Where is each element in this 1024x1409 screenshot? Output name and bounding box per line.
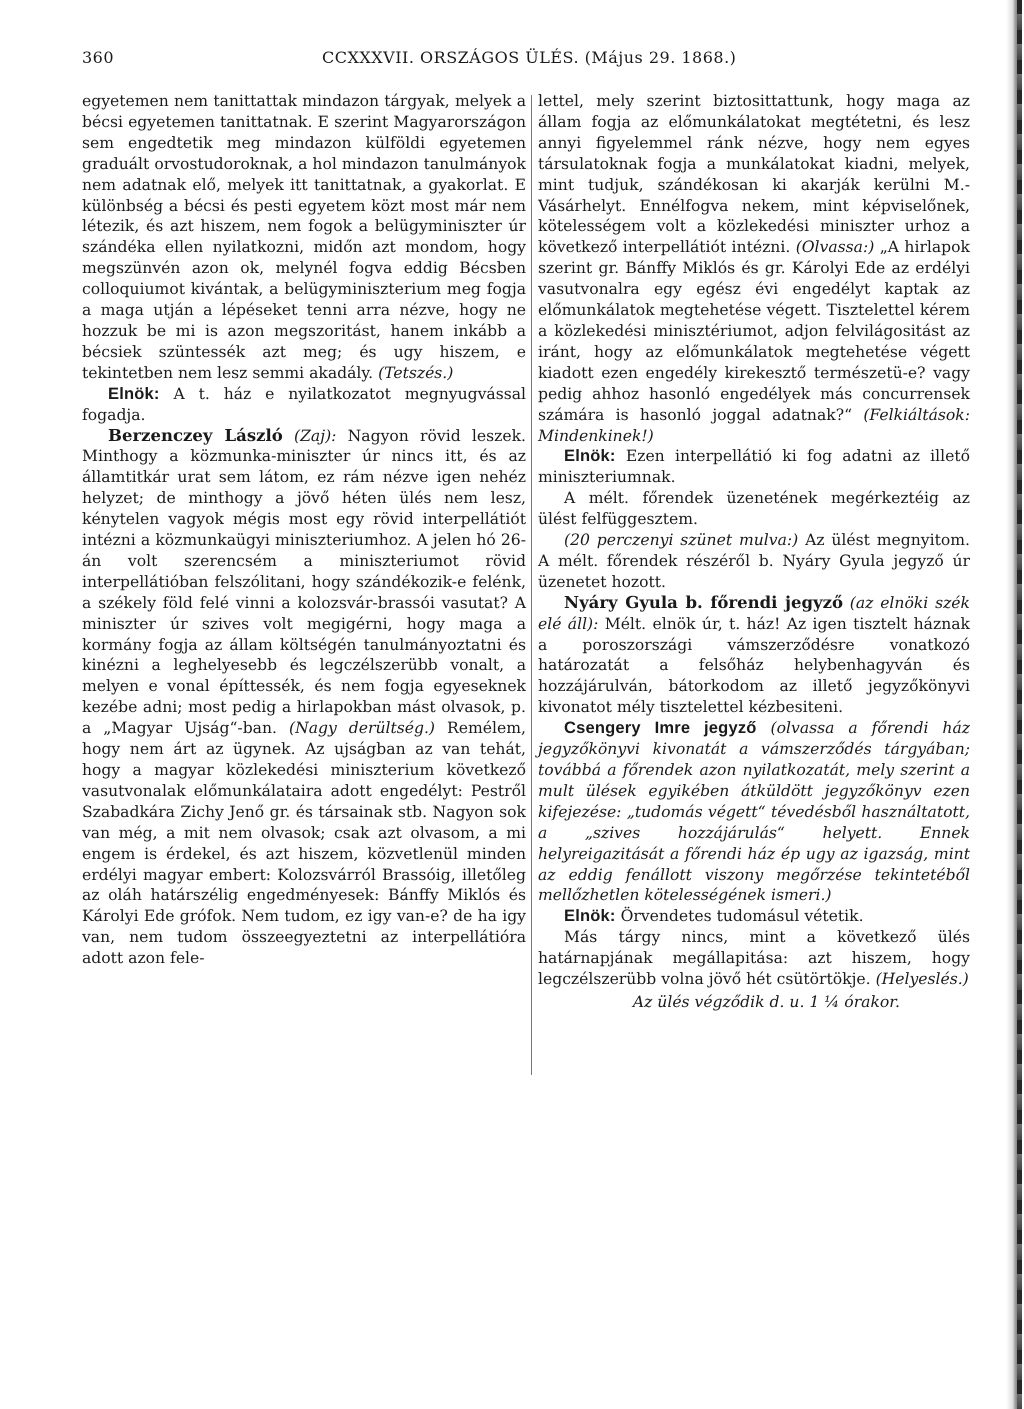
paragraph xyxy=(538,446,970,488)
paragraph xyxy=(538,927,970,990)
running-head: CCXXXVII. ORSZÁGOS ÜLÉS. (Május 29. 1868.) xyxy=(322,48,737,67)
paragraph-text: egyetemen nem tanittattak mindazon tárgyak, melyek a bécsi egyetemen tanittatnak. E szerint Magyarországon sem engedtetik meg mindazon külföldi egyetemen graduált orvostudoroknak, a hol mindazon tanulmányok nem adatnak elő, melyek itt tanittatnak, a gyakorlat. E különbség a bécsi és pesti egyetem közt most már nem létezik, és azt hiszem, nem fogok a belügyminiszter úr szándéka ellen nyilatkozni, midőn azt mondom, hogy megszünvén azon ok, melynél fogva eddig Bécsben colloquiumot kivántak, a belügyminiszterium meg fogja a maga utján a lépéseket tenni arra nézve, hogy ne hozzuk be mi is azon megszoritást, hanem inkább a bécsiek szüntessék azt meg; és ugy hiszem, e tekintetben nem lesz semmi akadály. xyxy=(82,92,526,382)
remark: (olvassa a főrendi ház jegyzőkönyvi kivonatát a vámszerződés tárgyában; továbbá a főrendek azon nyilatkozatát, mely szerint a mult ülések egyikében átküldött jegyzőkönyv ezen kifejezése: „tudomás végett“ tévedésből használtatott, a „szives hozzájárulás“ helyett. Ennek helyreigazitását a főrendi ház ép ugy az igazság, mint az eddig fenállott viszony megőrzése tekintetéből mellőzhetlen kötelességének ismeri.) xyxy=(538,719,970,905)
remark: (Helyeslés.) xyxy=(875,970,969,989)
paragraph-text: Remélem, hogy nem árt az ügynek. Az ujságban az van tehát, hogy a magyar közlekedési miniszterium következő vasutvonalak előmunkálataira adott engedélyt: Pestről Szabadkára Zichy Jenő gr. és társainak stb. Nagyon sok van még, a mit nem olvasok; csak azt olvasom, a mi engem is érdekel, és azt hiszem, közvetlenül minden erdélyi magyar embert: Kolozsvárról Brassóig, illetőleg az oláh határszélig engedményesek: Bánffy Miklós és Károlyi Ede grófok. Nem tudom, ez igy van-e? de ha igy van, nem tudom összeegyeztetni az interpellátióra adott azon fele- xyxy=(82,719,526,968)
remark: (Felkiáltások: Mindenkinek!) xyxy=(538,405,970,445)
page-header xyxy=(82,48,962,72)
closing-line: Az ülés végződik d. u. 1 ¼ órakor. xyxy=(632,992,900,1011)
speaker-name: Elnök: xyxy=(564,447,616,466)
remark: (Olvassa:) xyxy=(795,238,875,257)
paragraph xyxy=(82,426,526,970)
speaker-remark: (Zaj): xyxy=(294,426,337,445)
page-number: 360 xyxy=(82,48,115,67)
speaker-name: Elnök: xyxy=(108,384,160,403)
paragraph xyxy=(538,718,970,906)
speaker-remark: (az elnöki szék elé áll): xyxy=(538,593,970,633)
paragraph-text: Más tárgy nincs, mint a következő ülés határnapjának megállapitása: azt hiszem, hogy legczélszerübb volna jövő hét csütörtökje. xyxy=(538,928,970,989)
paragraph xyxy=(538,593,970,718)
left-column xyxy=(82,91,526,969)
column-divider xyxy=(531,95,532,1075)
paragraph-text: Nagyon rövid leszek. Minthogy a közmunka-miniszter úr nincs itt, és az államtitkár urat sem látom, ez rám nézve igen nehéz helyzet; de minthogy a jövő héten ülés nem lesz, kénytelen vagyok mégis most egy rövid interpellátiót intézni a közmunkaügyi miniszteriumhoz. A jelen hó 26-án volt szerencsém a miniszteriumot rövid interpellátióban felszólitani, hogy szándékozik-e felénk, a székely föld felé vinni a kolozsvár-brassói vasutat? A miniszter úr szives volt megigérni, hogy maga a kormány fogja az állam költségén tanulmányoztatni és kinézni a leghelyesebb és legczélszerübb vonalt, a melyen e vonal építtessék, és nem fogja egyeseknek kezébe adni; most pedig a hirlapokban mást olvasok, p. a „Magyar Ujság“-ban. xyxy=(82,426,526,738)
remark: (20 perczenyi szünet mulva:) xyxy=(564,531,799,550)
paragraph xyxy=(538,488,970,530)
paragraph xyxy=(82,91,526,384)
paragraph-text: A t. ház e nyilatkozatot megnyugvással fogadja. xyxy=(82,384,527,424)
remark: (Tetszés.) xyxy=(378,363,454,382)
speaker-name: Elnök: xyxy=(564,907,616,926)
speaker-name: Csengery Imre jegyző xyxy=(564,719,757,738)
speaker-name: Nyáry Gyula b. főrendi jegyző xyxy=(564,592,843,612)
paragraph-text: „A hirlapok szerint gr. Bánffy Miklós és gr. Károlyi Ede az erdélyi vasutvonalra egy egész évi engedélyt kaptak az előmunkálatok megtehetése végett. Tisztelettel kérem a közlekedési minisztériumot, adjon felvilágositást az iránt, hogy az előmunkálatok megtehetése végett kiadott ezen engedély kirekesztő természetü-e? vagy pedig ahhoz hasonló engedélyek más concurrensek számára is hasonló joggal adatnak?“ xyxy=(538,238,970,424)
paragraph-text: Ezen interpellátió ki fog adatni az illető miniszteriumnak. xyxy=(538,447,970,487)
paragraph xyxy=(538,906,970,927)
paragraph-text: Az ülést megnyitom. A mélt. főrendek részéről b. Nyáry Gyula jegyző úr üzenetet hozott. xyxy=(538,531,970,591)
paragraph-text: Mélt. elnök úr, t. ház! Az igen tisztelt háznak a poroszországi vámszerződésre vonatkozó határozatát a felsőház helybenhagyván és hozzájárulván, bátorkodom az illető jegyzőkönyvi kivonatot mély tisztelettel kézbesiteni. xyxy=(538,614,970,717)
paragraph-text: A mélt. főrendek üzenetének megérkeztéig az ülést felfüggesztem. xyxy=(538,489,970,529)
paragraph-text: lettel, mely szerint biztosittattunk, hogy maga az állam fogja az előmunkálatokat megtétetni, és lesz annyi figyelemmel ránk nézve, hogy nem egyes társulatoknak fogja a munkálatokat kiadni, melyek, mint tudjuk, szándékosan ki akarják kerülni M.-Vásárhelyt. Ennélfogva nekem, mint képviselőnek, kötelességem volt a közlekedési miniszter urhoz a következő interpellátiót intézni. xyxy=(538,92,970,257)
remark: (Nagy derültség.) xyxy=(288,719,436,738)
speaker-name: Berzenczey László xyxy=(108,425,283,445)
paragraph xyxy=(82,384,526,426)
paragraph-text: Örvendetes tudomásul vétetik. xyxy=(620,907,864,926)
paragraph xyxy=(538,530,970,593)
scan-edge xyxy=(1006,0,1022,1409)
right-column xyxy=(538,91,970,1013)
paragraph xyxy=(538,91,970,446)
